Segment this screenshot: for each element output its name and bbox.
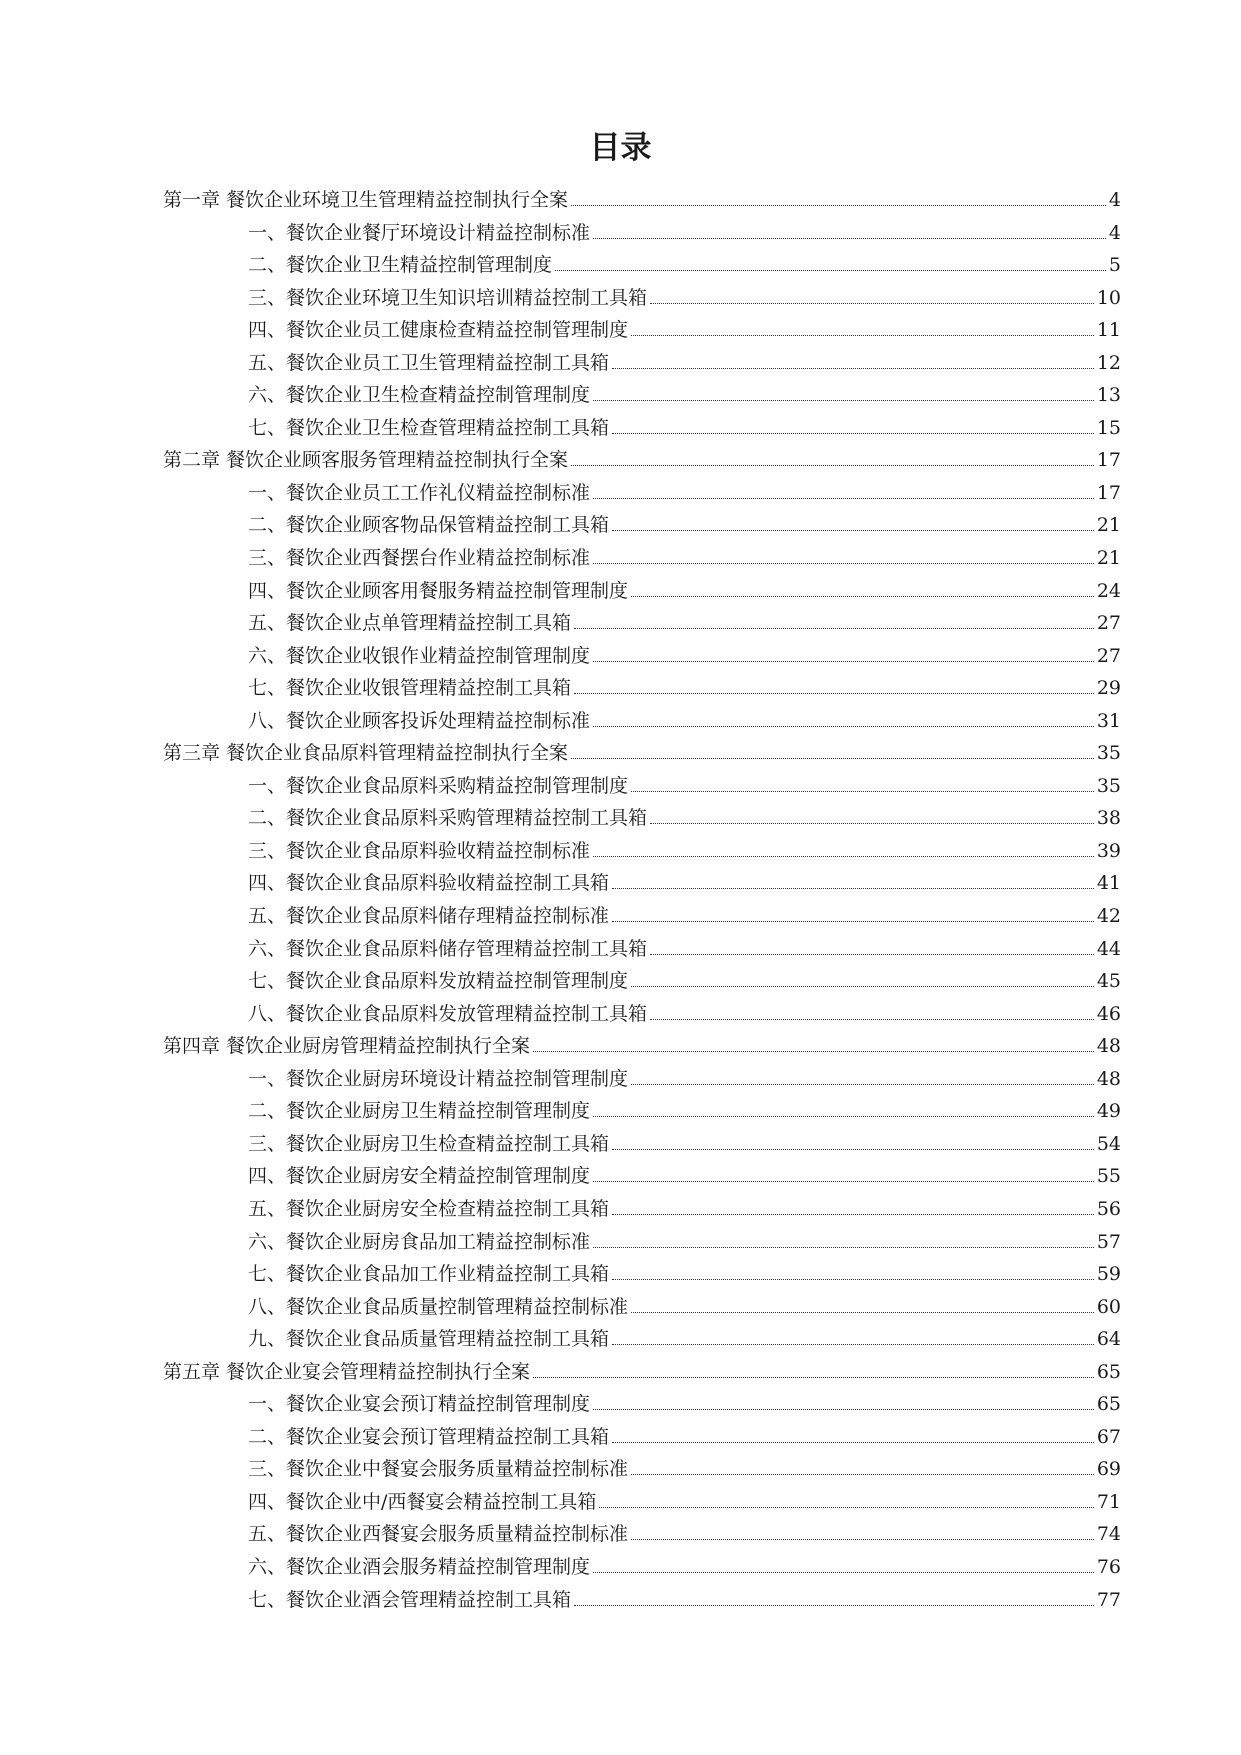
- toc-section-entry[interactable]: [163, 998, 1121, 1031]
- toc-entry-label: 六、餐饮企业酒会服务精益控制管理制度: [248, 1555, 591, 1578]
- toc-entry-label: 五、餐饮企业西餐宴会服务质量精益控制标准: [248, 1523, 629, 1546]
- toc-chapter-entry[interactable]: [163, 1030, 1121, 1063]
- toc-page-number: 55: [1096, 1165, 1121, 1188]
- toc-dot-leader: [631, 1539, 1094, 1540]
- toc-entry-label: 四、餐饮企业中/西餐宴会精益控制工具箱: [248, 1490, 597, 1513]
- toc-entry-label: 第五章 餐饮企业宴会管理精益控制执行全案: [163, 1360, 531, 1383]
- toc-page-number: 54: [1096, 1132, 1121, 1155]
- toc-entry-label: 五、餐饮企业点单管理精益控制工具箱: [248, 612, 572, 635]
- toc-entry-label: 四、餐饮企业厨房安全精益控制管理制度: [248, 1165, 591, 1188]
- toc-section-entry[interactable]: [163, 1128, 1121, 1161]
- toc-dot-leader: [612, 921, 1094, 922]
- toc-entry-label: 七、餐饮企业食品原料发放精益控制管理制度: [248, 970, 629, 993]
- toc-page-number: 27: [1096, 644, 1121, 667]
- toc-dot-leader: [650, 954, 1094, 955]
- toc-dot-leader: [650, 303, 1094, 304]
- toc-page-number: 46: [1096, 1002, 1121, 1025]
- toc-page-number: 60: [1096, 1295, 1121, 1318]
- toc-entry-label: 六、餐饮企业收银作业精益控制管理制度: [248, 644, 591, 667]
- toc-dot-leader: [571, 205, 1106, 206]
- toc-entry-label: 四、餐饮企业员工健康检查精益控制管理制度: [248, 319, 629, 342]
- toc-section-entry[interactable]: [163, 1453, 1121, 1486]
- toc-dot-leader: [612, 368, 1094, 369]
- toc-page-number: 38: [1096, 807, 1121, 830]
- toc-entry-label: 四、餐饮企业顾客用餐服务精益控制管理制度: [248, 579, 629, 602]
- toc-dot-leader: [574, 693, 1094, 694]
- toc-dot-leader: [631, 596, 1094, 597]
- toc-section-entry[interactable]: [163, 1323, 1121, 1356]
- toc-section-entry[interactable]: [163, 542, 1121, 575]
- toc-page-number: 39: [1096, 839, 1121, 862]
- toc-page-number: 65: [1096, 1393, 1121, 1416]
- toc-section-entry[interactable]: [163, 607, 1121, 640]
- toc-entry-label: 第二章 餐饮企业顾客服务管理精益控制执行全案: [163, 449, 569, 472]
- toc-section-entry[interactable]: [163, 282, 1121, 315]
- toc-dot-leader: [612, 1214, 1094, 1215]
- page-title: 目录: [589, 130, 652, 166]
- toc-entry-label: 第一章 餐饮企业环境卫生管理精益控制执行全案: [163, 189, 569, 211]
- toc-dot-leader: [612, 1442, 1094, 1443]
- toc-entry-label: 七、餐饮企业卫生检查管理精益控制工具箱: [248, 416, 610, 439]
- toc-page-number: 21: [1096, 547, 1121, 570]
- toc-dot-leader: [533, 1377, 1094, 1378]
- toc-section-entry[interactable]: [163, 933, 1121, 966]
- toc-page-number: 64: [1096, 1328, 1121, 1351]
- toc-dot-leader: [612, 1149, 1094, 1150]
- toc-page-number: 42: [1096, 905, 1121, 928]
- toc-dot-leader: [612, 530, 1094, 531]
- toc-page-number: 31: [1096, 709, 1121, 732]
- toc-page-number: 59: [1096, 1263, 1121, 1286]
- toc-dot-leader: [593, 856, 1094, 857]
- toc-dot-leader: [593, 238, 1106, 239]
- toc-dot-leader: [631, 335, 1094, 336]
- toc-entry-label: 二、餐饮企业顾客物品保管精益控制工具箱: [248, 514, 610, 537]
- toc-dot-leader: [631, 1312, 1094, 1313]
- toc-entry-label: 九、餐饮企业食品质量管理精益控制工具箱: [248, 1328, 610, 1351]
- toc-page-number: 57: [1096, 1230, 1121, 1253]
- toc-page-number: 48: [1096, 1067, 1121, 1090]
- toc-dot-leader: [631, 1474, 1094, 1475]
- toc-section-entry[interactable]: [163, 965, 1121, 998]
- toc-entry-label: 六、餐饮企业卫生检查精益控制管理制度: [248, 384, 591, 407]
- toc-page-number: 4: [1108, 221, 1121, 244]
- toc-page-number: 49: [1096, 1100, 1121, 1123]
- toc-section-entry[interactable]: [163, 705, 1121, 738]
- toc-entry-label: 六、餐饮企业厨房食品加工精益控制标准: [248, 1230, 591, 1253]
- toc-section-entry[interactable]: [163, 1421, 1121, 1454]
- toc-section-entry[interactable]: [163, 770, 1121, 803]
- toc-dot-leader: [612, 433, 1094, 434]
- toc-section-entry[interactable]: [163, 217, 1121, 250]
- toc-section-entry[interactable]: [163, 835, 1121, 868]
- toc-dot-leader: [593, 726, 1094, 727]
- toc-dot-leader: [593, 400, 1094, 401]
- toc-dot-leader: [593, 661, 1094, 662]
- toc-entry-label: 七、餐饮企业食品加工作业精益控制工具箱: [248, 1263, 610, 1286]
- toc-dot-leader: [599, 1507, 1093, 1508]
- toc-dot-leader: [612, 888, 1094, 889]
- toc-page-number: 35: [1096, 742, 1121, 765]
- toc-entry-label: 一、餐饮企业餐厅环境设计精益控制标准: [248, 221, 591, 244]
- toc-entry-label: 五、餐饮企业厨房安全检查精益控制工具箱: [248, 1197, 610, 1220]
- toc-dot-leader: [571, 758, 1094, 759]
- toc-page-number: 15: [1096, 416, 1121, 439]
- toc-page-number: 56: [1096, 1197, 1121, 1220]
- toc-page-number: 41: [1096, 872, 1121, 895]
- toc-section-entry[interactable]: [163, 314, 1121, 347]
- toc-dot-leader: [571, 465, 1094, 466]
- toc-dot-leader: [593, 1247, 1094, 1248]
- toc-dot-leader: [631, 791, 1094, 792]
- toc-entry-label: 七、餐饮企业酒会管理精益控制工具箱: [248, 1588, 572, 1611]
- toc-dot-leader: [574, 1605, 1094, 1606]
- toc-page-number: 27: [1096, 612, 1121, 635]
- toc-section-entry[interactable]: [163, 1486, 1121, 1519]
- toc-section-entry[interactable]: [163, 1063, 1121, 1096]
- toc-page-number: 69: [1096, 1458, 1121, 1481]
- toc-entry-label: 二、餐饮企业宴会预订管理精益控制工具箱: [248, 1425, 610, 1448]
- toc-entry-label: 一、餐饮企业厨房环境设计精益控制管理制度: [248, 1067, 629, 1090]
- toc-page-number: 5: [1108, 254, 1121, 277]
- toc-section-entry[interactable]: [163, 477, 1121, 510]
- toc-dot-leader: [593, 1572, 1094, 1573]
- toc-entry-label: 二、餐饮企业卫生精益控制管理制度: [248, 254, 553, 277]
- toc-page-number: 74: [1096, 1523, 1121, 1546]
- toc-section-entry[interactable]: [163, 1291, 1121, 1324]
- toc-section-entry[interactable]: [163, 412, 1121, 445]
- toc-dot-leader: [593, 1181, 1094, 1182]
- toc-dot-leader: [650, 1019, 1094, 1020]
- toc-entry-label: 三、餐饮企业厨房卫生检查精益控制工具箱: [248, 1132, 610, 1155]
- toc-page-number: 45: [1096, 970, 1121, 993]
- toc-page-number: 4: [1108, 189, 1121, 211]
- toc-dot-leader: [631, 1084, 1094, 1085]
- toc-chapter-entry[interactable]: [163, 1356, 1121, 1389]
- toc-entry-label: 四、餐饮企业食品原料验收精益控制工具箱: [248, 872, 610, 895]
- toc-dot-leader: [593, 563, 1094, 564]
- toc-page-number: 48: [1096, 1035, 1121, 1058]
- toc-entry-label: 三、餐饮企业环境卫生知识培训精益控制工具箱: [248, 286, 648, 309]
- toc-section-entry[interactable]: [163, 1193, 1121, 1226]
- toc-page-number: 29: [1096, 677, 1121, 700]
- toc-page-number: 71: [1096, 1490, 1121, 1513]
- toc-section-entry[interactable]: [163, 1551, 1121, 1584]
- toc-entry-label: 三、餐饮企业中餐宴会服务质量精益控制标准: [248, 1458, 629, 1481]
- toc-entry-label: 五、餐饮企业食品原料储存理精益控制标准: [248, 905, 610, 928]
- toc-page-number: 17: [1096, 449, 1121, 472]
- toc-dot-leader: [593, 1116, 1094, 1117]
- toc-section-entry[interactable]: [163, 509, 1121, 542]
- toc-entry-label: 五、餐饮企业员工卫生管理精益控制工具箱: [248, 351, 610, 374]
- toc-entry-label: 七、餐饮企业收银管理精益控制工具箱: [248, 677, 572, 700]
- toc-section-entry[interactable]: [163, 575, 1121, 608]
- toc-dot-leader: [593, 498, 1094, 499]
- toc-section-entry[interactable]: [163, 1226, 1121, 1259]
- toc-page-number: 21: [1096, 514, 1121, 537]
- toc-dot-leader: [612, 1344, 1094, 1345]
- toc-page-number: 76: [1096, 1555, 1121, 1578]
- toc-entry-label: 一、餐饮企业食品原料采购精益控制管理制度: [248, 774, 629, 797]
- toc-section-entry[interactable]: [163, 1160, 1121, 1193]
- toc-dot-leader: [555, 270, 1106, 271]
- toc-entry-label: 三、餐饮企业西餐摆台作业精益控制标准: [248, 547, 591, 570]
- toc-section-entry[interactable]: [163, 1095, 1121, 1128]
- toc-dot-leader: [631, 986, 1094, 987]
- toc-entry-label: 八、餐饮企业顾客投诉处理精益控制标准: [248, 709, 591, 732]
- toc-section-entry[interactable]: [163, 900, 1121, 933]
- toc-page-number: 65: [1096, 1360, 1121, 1383]
- toc-page-number: 10: [1096, 286, 1121, 309]
- toc-entry-label: 八、餐饮企业食品原料发放管理精益控制工具箱: [248, 1002, 648, 1025]
- toc-section-entry[interactable]: [163, 379, 1121, 412]
- table-of-contents: [163, 184, 1121, 1616]
- toc-section-entry[interactable]: [163, 347, 1121, 380]
- toc-entry-label: 二、餐饮企业食品原料采购管理精益控制工具箱: [248, 807, 648, 830]
- toc-entry-label: 一、餐饮企业员工工作礼仪精益控制标准: [248, 481, 591, 504]
- toc-section-entry[interactable]: [163, 249, 1121, 282]
- toc-section-entry[interactable]: [163, 640, 1121, 673]
- toc-section-entry[interactable]: [163, 1584, 1121, 1617]
- toc-page-number: 24: [1096, 579, 1121, 602]
- toc-dot-leader: [533, 1051, 1094, 1052]
- toc-page-number: 11: [1096, 319, 1121, 342]
- toc-chapter-entry[interactable]: [163, 444, 1121, 477]
- toc-entry-label: 第四章 餐饮企业厨房管理精益控制执行全案: [163, 1035, 531, 1058]
- toc-page-number: 35: [1096, 774, 1121, 797]
- toc-page-number: 44: [1096, 937, 1121, 960]
- toc-entry-label: 八、餐饮企业食品质量控制管理精益控制标准: [248, 1295, 629, 1318]
- toc-dot-leader: [650, 823, 1094, 824]
- toc-page-number: 13: [1096, 384, 1121, 407]
- toc-entry-label: 一、餐饮企业宴会预订精益控制管理制度: [248, 1393, 591, 1416]
- toc-entry-label: 第三章 餐饮企业食品原料管理精益控制执行全案: [163, 742, 569, 765]
- toc-section-entry[interactable]: [163, 1258, 1121, 1291]
- toc-entry-label: 二、餐饮企业厨房卫生精益控制管理制度: [248, 1100, 591, 1123]
- toc-dot-leader: [612, 1279, 1094, 1280]
- toc-page-number: 77: [1096, 1588, 1121, 1611]
- toc-dot-leader: [593, 1409, 1094, 1410]
- toc-chapter-entry[interactable]: [163, 737, 1121, 770]
- toc-section-entry[interactable]: [163, 867, 1121, 900]
- toc-page-number: 12: [1096, 351, 1121, 374]
- toc-page-number: 17: [1096, 481, 1121, 504]
- toc-section-entry[interactable]: [163, 1518, 1121, 1551]
- toc-dot-leader: [574, 628, 1094, 629]
- toc-entry-label: 六、餐饮企业食品原料储存管理精益控制工具箱: [248, 937, 648, 960]
- toc-section-entry[interactable]: [163, 672, 1121, 705]
- toc-chapter-entry[interactable]: [163, 184, 1121, 217]
- toc-page-number: 67: [1096, 1425, 1121, 1448]
- toc-section-entry[interactable]: [163, 1388, 1121, 1421]
- toc-section-entry[interactable]: [163, 802, 1121, 835]
- toc-entry-label: 三、餐饮企业食品原料验收精益控制标准: [248, 839, 591, 862]
